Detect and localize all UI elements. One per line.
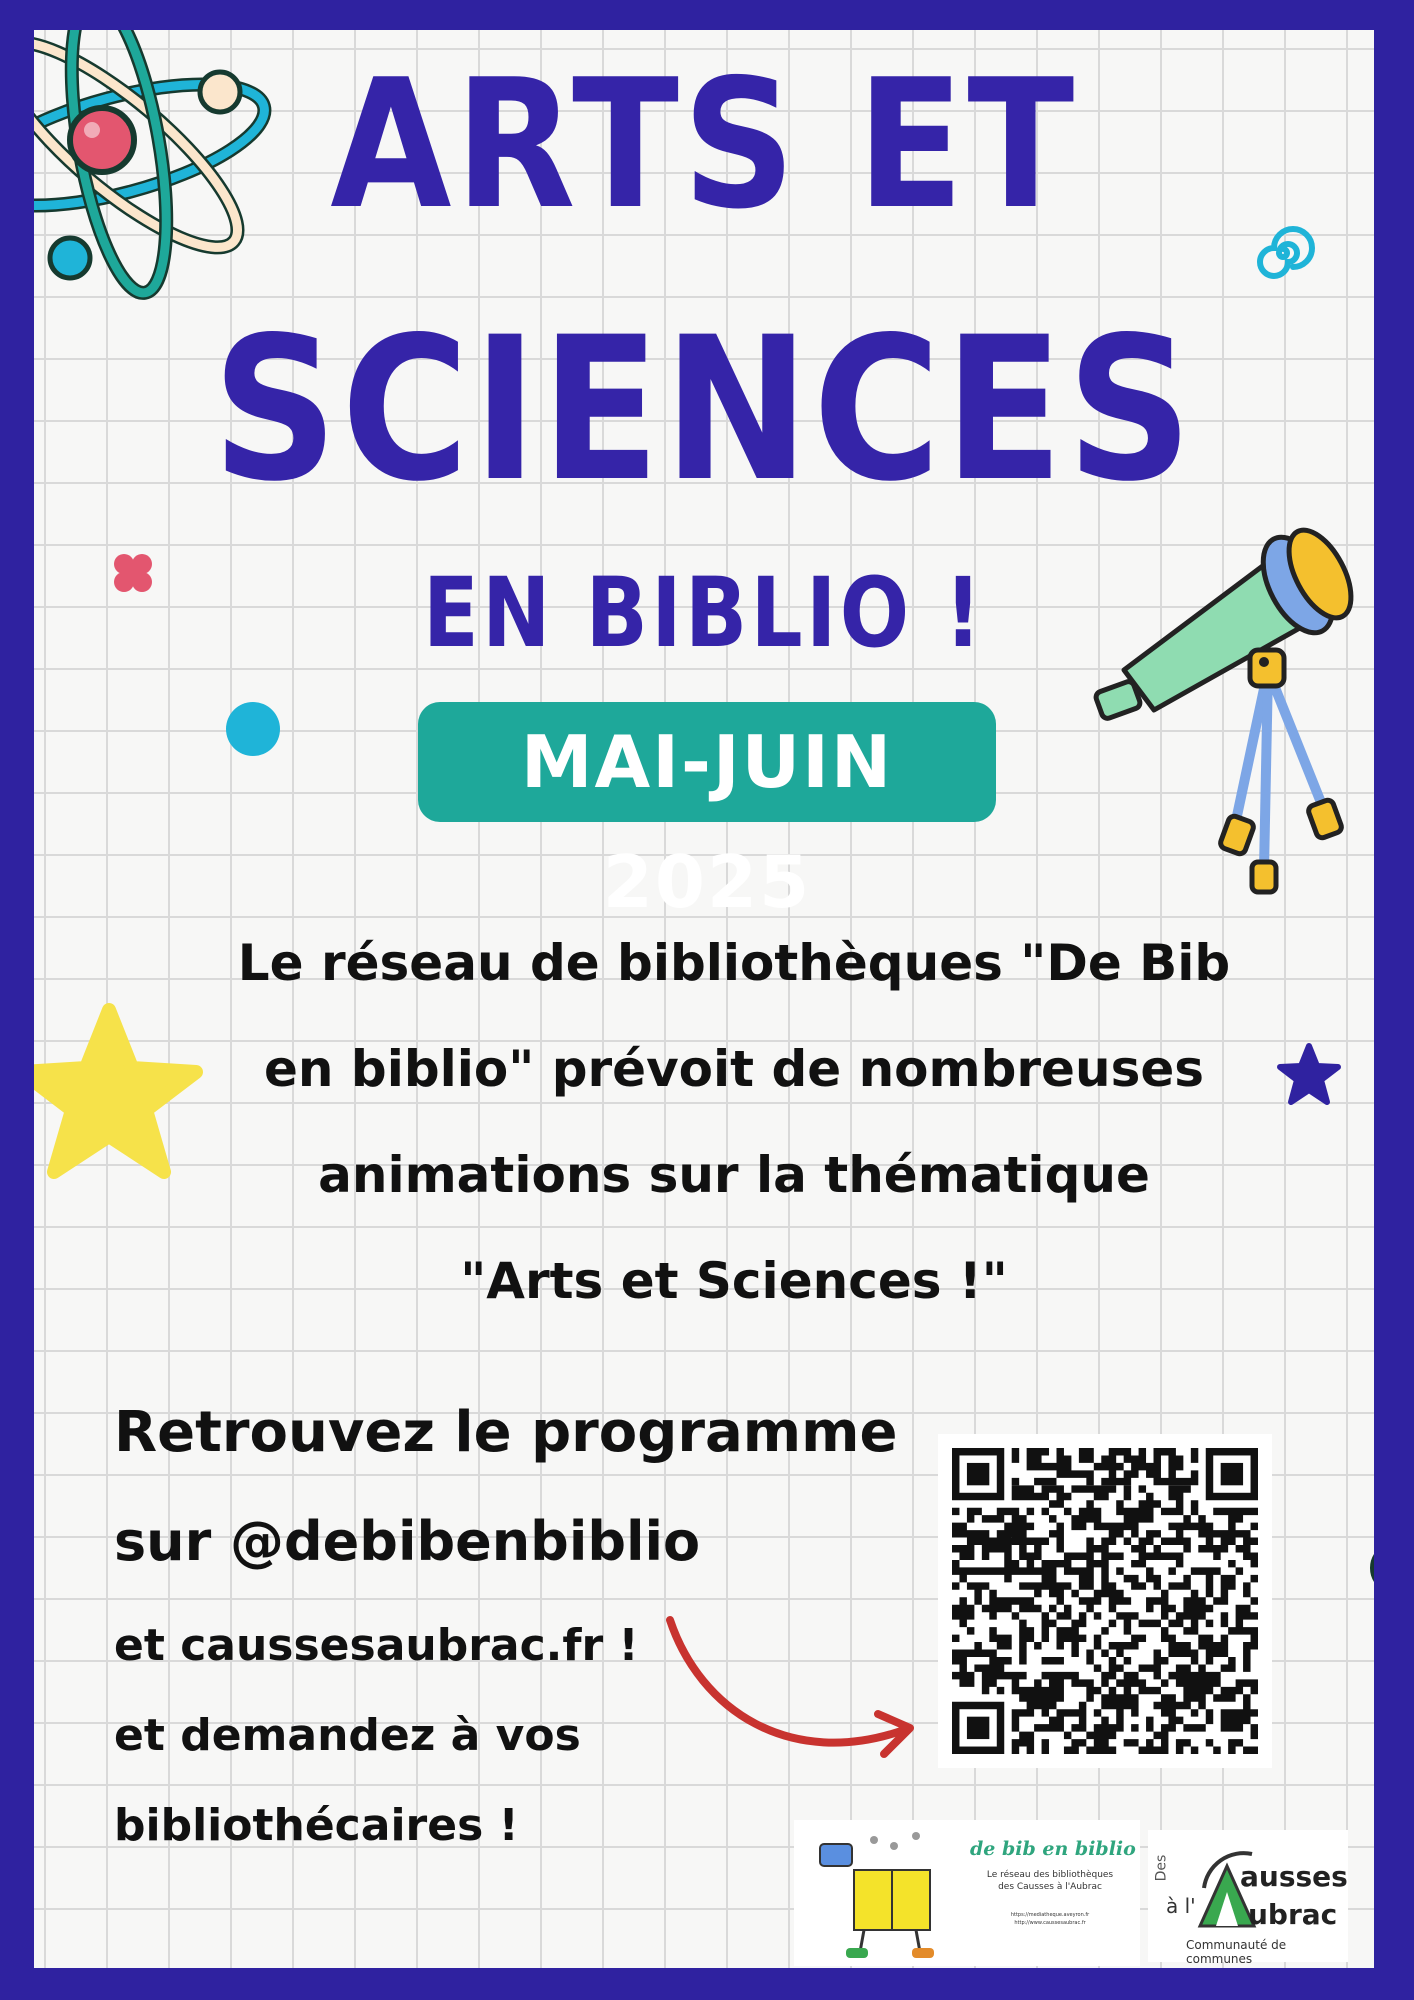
star-icon (1274, 1040, 1344, 1110)
date-badge: MAI-JUIN 2025 (418, 702, 996, 822)
logo-cc-prefix-a: à l' (1166, 1894, 1196, 1918)
qr-code[interactable] (938, 1434, 1272, 1768)
description-line-2: en biblio" prévoit de nombreuses (263, 1040, 1204, 1098)
logo-cc-subtitle: Communauté de communes (1186, 1938, 1287, 1966)
star-icon (34, 1000, 204, 1180)
info-line-5: bibliothécaires ! (114, 1800, 519, 1851)
spiral-icon (1248, 218, 1318, 288)
arrow-icon (630, 1590, 950, 1770)
description-line-4: "Arts et Sciences !" (460, 1252, 1008, 1310)
description-line-1: Le réseau de bibliothèques "De Bib (237, 934, 1231, 992)
logo-bib-url-1: https://mediatheque.aveyron.fr (1010, 1912, 1090, 1918)
logo-causses-aubrac (1148, 1830, 1348, 1966)
logo-cc-prefix-des: Des (1153, 1854, 1170, 1882)
title-line-2: SCIENCES (212, 294, 1196, 525)
logo-de-bib-en-biblio (794, 1820, 1140, 1966)
reading-mascot-icon (804, 1826, 954, 1962)
sparkle-icon (108, 548, 158, 598)
title-line-1: ARTS ET (330, 41, 1078, 248)
description (204, 910, 1264, 1334)
logo-bib-subtitle-2: des Causses à l'Aubrac (998, 1882, 1102, 1892)
telescope-icon (1084, 490, 1354, 900)
info-line-3: et caussesaubrac.fr ! (114, 1620, 639, 1671)
info-line-4: et demandez à vos (114, 1710, 581, 1761)
logo-bib-subtitle-1: Le réseau des bibliothèques (986, 1870, 1114, 1880)
info-line-1: Retrouvez le programme (114, 1400, 898, 1465)
dot-icon (1370, 1542, 1374, 1594)
logo-bib-url-2: http://www.caussesaubrac.fr (1014, 1920, 1086, 1926)
description-line-3: animations sur la thématique (318, 1146, 1150, 1204)
info-line-2: sur @debibenbiblio (114, 1510, 701, 1573)
logo-bib-name: de bib en biblio (970, 1838, 1136, 1860)
logo-cc-word-2: ubrac (1248, 1898, 1338, 1931)
poster (34, 30, 1374, 1968)
dot-icon (226, 702, 280, 756)
logo-cc-word-1: ausses (1240, 1860, 1348, 1893)
title-line-3: EN BIBLIO ! (423, 557, 985, 669)
